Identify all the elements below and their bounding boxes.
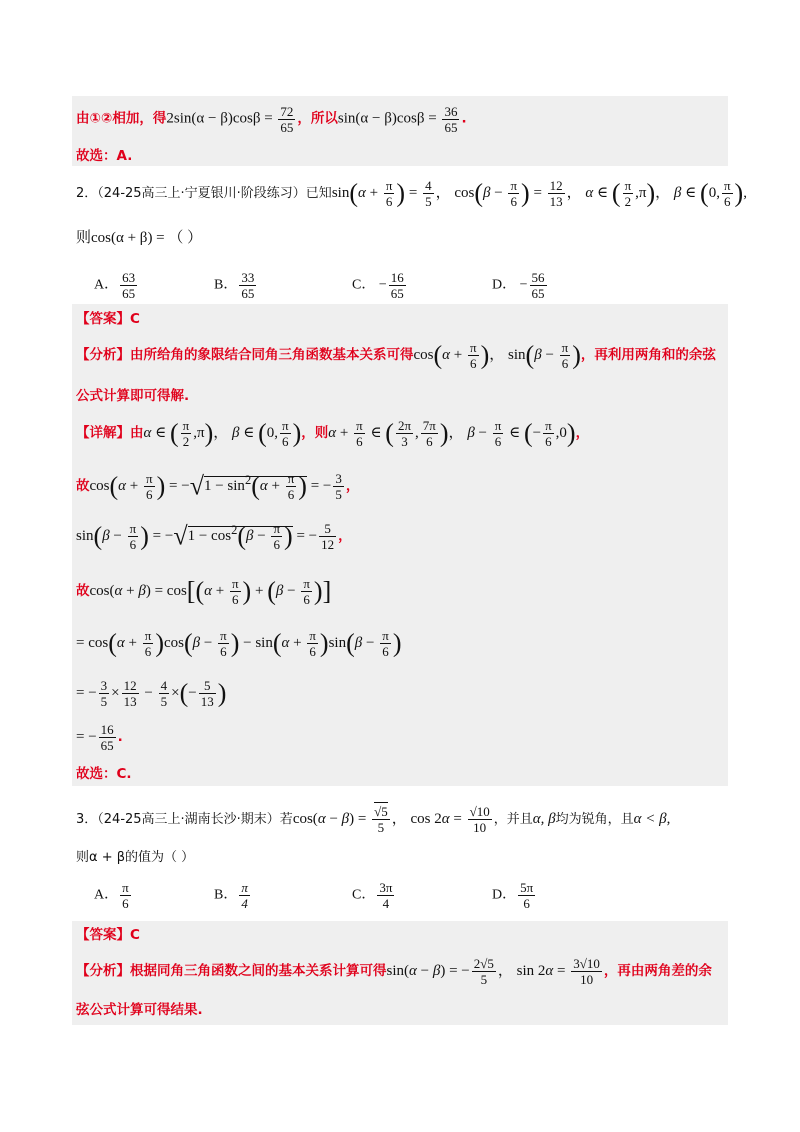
minus: − (378, 277, 387, 293)
question-3: 3．（24-25高三上·湖南长沙·期末）若cos(α − β) = $\frac{√5}{5}$ ， cos 2α = $\frac{√10}{10}$ ，并且α, β均为锐角，且α < β, (76, 804, 671, 835)
den: 6 (120, 895, 131, 911)
formula-4: = cos(α + $\frac{\pi}{6}$ )cos(β − $\frac{\pi}{6}$ ) − sin(α + $\frac{\pi}{6}$ )sin(β − $\frac{\pi}{6}$ ) (76, 628, 402, 659)
den: 6 (518, 895, 535, 911)
num: π (122, 880, 129, 895)
analysis-text: 【分析】由所给角的象限结合同角三角函数基本关系可得 (76, 346, 414, 363)
q3-stem: 3．（24-25高三上·湖南长沙·期末）若 (76, 811, 293, 827)
den: 65 (280, 120, 294, 135)
num: 63 (122, 270, 136, 285)
den: 65 (531, 286, 545, 301)
option-c-label: C． (352, 277, 376, 293)
question-2: 2．（24-25高三上·宁夏银川·阶段练习）已知sin(α + $\frac{\pi}{6}$ ) = $\frac{4}{5}$ ， cos(β − $\frac{\pi}{6}$ ) = $\frac{12}{13}$ ， α ∈ ( $\frac{\pi}{2}$ ,π)， β ∈ (0, $\frac{\pi}{6}$ ), (76, 178, 747, 209)
detail-text: 【详解】由 (76, 424, 144, 441)
answer-3: 【答案】C (76, 927, 140, 943)
analysis-text: 【分析】根据同角三角函数之间的基本关系计算可得 (76, 962, 387, 979)
answer-2: 【答案】C (76, 311, 140, 327)
sum-text: 由①②相加，得 (76, 110, 167, 127)
analysis-text-2: ，再利用两角和的余弦 (580, 346, 716, 363)
so-text: ，所以 (297, 110, 338, 127)
den: 65 (444, 120, 458, 135)
period: . (461, 110, 467, 127)
option-b-label: B． (214, 277, 238, 293)
option-c-label: C． (352, 887, 376, 903)
option-d-label: D． (492, 887, 517, 903)
question-3-ask (76, 848, 194, 868)
formula-1: 故cos(α + $\frac{\pi}{6}$ ) = $-√1 - \sin^2(\alpha$ + $\frac{\pi}{6}$ ) = − $\frac{3}{5}$ ， (76, 471, 360, 503)
den: 4 (377, 895, 394, 911)
option-a-label: A． (94, 277, 119, 293)
den: 65 (390, 286, 404, 301)
choice-line-2: 故选：C. (76, 766, 132, 782)
analysis-2-cont: 公式计算即可得解. (76, 388, 190, 404)
den: 4 (239, 895, 250, 911)
minus: − (519, 277, 528, 293)
analysis-text-2: ，再由两角差的余 (603, 962, 712, 979)
choice-line-1: 故选：A. (76, 148, 133, 164)
eq-part: 2sin(α − β)cosβ = (166, 110, 277, 127)
num: 3π (379, 880, 393, 895)
den: 65 (241, 286, 255, 301)
den: 65 (122, 286, 136, 301)
q2-ask: 则cos(α + β) = （ ） (76, 230, 203, 246)
question-2-ask (76, 228, 202, 249)
formula-6: = − $\frac{16}{65}$ . (76, 722, 123, 753)
q2-stem: 2．（24-25高三上·宁夏银川·阶段练习）已知 (76, 185, 332, 201)
formula-5: = − $\frac{3}{5}$ × $\frac{12}{13}$ − $\frac{4}{5}$ ×(− $\frac{5}{13}$ ) (76, 678, 227, 709)
eq-part: sin(α − β)cosβ = (337, 110, 441, 127)
analysis-2: 【分析】由所给角的象限结合同角三角函数基本关系可得cos(α + $\frac{\pi}{6}$ )， sin(β − $\frac{\pi}{6}$ )，再利用两角和的余弦 (76, 340, 716, 371)
q3-acute: 均为锐角，且 (555, 811, 634, 827)
option-d-label: D． (492, 277, 517, 293)
therefore: 故 (76, 478, 90, 494)
num: 5π (520, 880, 534, 895)
num: 16 (390, 270, 404, 285)
num: 72 (280, 104, 294, 119)
formula-3: 故cos(α + β) = cos[(α + $\frac{\pi}{6}$ ) + (β − $\frac{\pi}{6}$ )] (76, 576, 332, 607)
num: 56 (531, 270, 545, 285)
num: 33 (241, 270, 255, 285)
q3-and: ，并且 (493, 811, 533, 827)
q3-ask: 则α + β的值为（ ） (76, 850, 195, 865)
option-a-label: A． (94, 887, 119, 903)
analysis-3: 【分析】根据同角三角函数之间的基本关系计算可得sin(α − β) = − $\frac{2√5}{5}$ ， sin 2α = $\frac{3√10}{10}$ ，再由两角差的余 (76, 956, 712, 987)
option-b-label: B． (214, 887, 238, 903)
sum-line (76, 104, 467, 135)
num: 36 (444, 104, 458, 119)
therefore: 故 (76, 582, 90, 599)
analysis-3-cont: 弦公式计算可得结果. (76, 1002, 203, 1018)
num: π (241, 880, 248, 895)
detail-2: 【详解】由α ∈ ( $\frac{\pi}{2}$ ,π)， β ∈ (0, $\frac{\pi}{6}$ )，则α + $\frac{\pi}{6}$ ∈ ( $\frac{2\pi}{3}$ , $\frac{7\pi}{6}$ )， β − $\frac{\pi}{6}$ ∈ (− $\frac{\pi}{6}$ ,0)， (76, 418, 590, 449)
formula-2: sin(β − $\frac{\pi}{6}$ ) = $-√1 - \cos^2(\beta$ − $\frac{\pi}{6}$ ) = − $\frac{5}{12}$ ， (76, 521, 352, 553)
